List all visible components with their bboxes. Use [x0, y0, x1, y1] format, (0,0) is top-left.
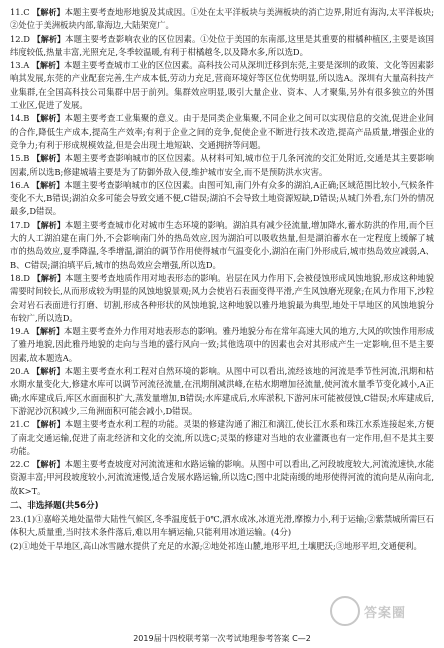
answer-text: (1)①嘉峪关地处温带大陆性气候区,冬季温度低于0℃,洒水成冰,冰道光滑,摩擦力小,利于运输;②紫禁城所需巨石体积大,质量重,当时技术条件落后,难以用车辆运输,只能利用冰道运输。(4分) [10, 513, 434, 538]
question-number: 16.A [10, 179, 30, 190]
answer-text: 本题主要考查坡度对河流流速和水路运输的影响。从图中可以看出,乙河段坡度较大,河流流速快,水能资源丰富;甲河段坡度较小,河流流速慢,适合发展水路运输,所以选C;图中北陡南缓的地形使得河流的流向是从南向北,故K>T。 [10, 459, 435, 496]
question-number: 15.B [10, 153, 30, 164]
analysis-tag: 【解析】 [32, 34, 66, 44]
answer-item [10, 325, 434, 365]
answer-text: 本题主要考查工业集聚的意义。由于是同类企业集聚,不同企业之间可以实现信息的交流,促进企业间的合作,降低生产成本,提高生产效率;有利于企业之间的竞争,促使企业不断进行技术改造,提高产品质量,增强企业的竞争力;有利于形成规模效益,但是会出现土地短缺、交通拥挤等问题。 [10, 113, 435, 150]
analysis-tag: 【解析】 [32, 460, 65, 470]
question-number: 14.B [10, 113, 30, 124]
watermark-circle-icon [330, 596, 360, 626]
answer-item [10, 458, 434, 498]
answer-item [10, 59, 434, 112]
question-number: 23. [10, 513, 24, 524]
section-heading: 二、非选择题(共56分) [10, 500, 99, 511]
analysis-tag: 【解析】 [31, 327, 64, 337]
question-number: 12.D [10, 33, 30, 44]
answer-item [10, 179, 434, 219]
analysis-tag: 【解析】 [32, 8, 65, 17]
answer-text: 本题主要考查城市工业的区位因素。高科技公司从深圳迁移到东莞,主要是深圳的政策、文化等因素影响其发展,东莞的产业配套完善,生产成本低,劳动力充足,营商环境好等区位优势明显,所以选A。深圳有大量高科技产业集群,在全国高科技公司集群中居于前列。集群效应明显,吸引大量企业、资本、人才聚集,另外有很多独立的外围工业区,促进了发展。 [10, 60, 435, 111]
question-number: 21.C [10, 419, 30, 430]
watermark-logo [330, 590, 430, 634]
analysis-tag: 【解析】 [32, 220, 65, 230]
watermark-text: 答案圈 [364, 606, 407, 621]
question-number: 22.C [10, 459, 30, 470]
question-number: 17.D [10, 219, 30, 230]
answer-text: 本题主要考查地形地貌及其成因。①处在太平洋板块与美洲板块的消亡边界,附近有海沟,太平洋板块;②处位于美洲板块内部,靠海边,大陆架宽广。 [10, 7, 435, 31]
analysis-tag: 【解析】 [32, 420, 65, 430]
answer-text: 本题主要考查水利工程对自然环境的影响。从图中可以看出,流经该地的河流是季节性河流,汛期和枯水期水量变化大,修建水库可以调节河流径流量,在汛期削减洪峰,在枯水期增加径流量,使河流水量季节变化减小,A正确;水库建成后,库区水面面积扩大,蒸发量增加,B错误;水库建成后,水库淤积,下游河床可能被侵蚀,C错误;水库建成后,下游泥沙沉积减少,三角洲面积可能会减小,D错误。 [10, 366, 435, 416]
question-number: 13.A [10, 60, 30, 71]
answer-text: 本题主要考查外力作用对地表形态的影响。雅丹地貌分布在常年高速大风的地方,大风的吹蚀作用形成了雅丹地貌,因此雅丹地貌的走向与当地的盛行风向一致;其他选项中的因素也会对其形成产生一定影响,但不是主要因素,故本题选A。 [10, 326, 435, 363]
answer-text: 本题主要考查影响农业的区位因素。①处位于美国的东南部,这里是其重要的柑橘种植区,主要是该国纬度较低,热量丰富,光照充足,冬季较温暖,有利于柑橘越冬,以及降水多,所以选D。 [10, 33, 434, 57]
analysis-tag: 【解析】 [32, 154, 65, 164]
answer-item [10, 6, 434, 33]
answer-item [10, 219, 434, 272]
question-number: 11.C [10, 7, 30, 17]
question-number: 19.A [10, 326, 30, 337]
answer-item [10, 418, 434, 458]
answer-item [10, 33, 434, 60]
answer-text: 本题主要考查影响城市的区位因素。从材料可知,城市位于几条河流的交汇处附近,交通是其主要影响因素,所以选B;修建城墙主要是为了防御外敌入侵,维护城市安全,而不是预防洪水灾害。 [10, 153, 435, 177]
answer-item [10, 272, 434, 325]
analysis-tag: 【解析】 [32, 114, 65, 124]
answer-item [10, 152, 434, 179]
question-number: 18.D [10, 272, 30, 283]
answer-text: (2)①地处干旱地区,高山冰雪融水提供了充足的水源;②地处祁连山麓,地形平坦,土壤肥沃;③地形平坦,交通便利。 [10, 540, 422, 551]
question-number: 20.A [10, 366, 30, 377]
analysis-tag: 【解析】 [32, 367, 65, 377]
page-footer: 2019届十四校联考第一次考试地理参考答案 C—2 [133, 634, 311, 643]
answer-text: 本题主要考查城市化对城市生态环境的影响。湖泊具有减少径流量,增加降水,蓄水防洪的作用,而个巨大的人工湖泊建在南门外,不会影响南门外的热岛效应,因为湖泊可以吸收热量,但是湖泊蓄水在一定程度上缓解了城市的热岛效应,夏季降温,冬季增温,湖泊的调节作用使得城市气温变化小,湖泊在南门外形成后,城市热岛效应减弱,A、B、C错误;湖泊填平后,城市的热岛效应会增强,所以选D。 [10, 219, 435, 270]
answer-item-q23-part1 [10, 513, 434, 540]
answer-item [10, 112, 434, 152]
answer-text: 本题主要考查地质作用对地表形态的影响。岩层在风力作用下,会被侵蚀形成风蚀地貌,形成这种地貌需要时间较长,从而形成较为明显的风蚀地貌景观;风力会使岩石表面变得平滑,产生风蚀磨光现象;在风力作用下,沙粒会对岩石表面进行打磨、切割,形成各种形状的风蚀地貌,这种地貌以雅丹地貌最为典型,地处干旱地区的风蚀地貌分布较广,所以选D。 [10, 272, 434, 323]
analysis-tag: 【解析】 [32, 273, 66, 283]
answer-text: 本题主要考查水利工程的功能。灵渠的修建沟通了湘江和漓江,使长江水系和珠江水系连接起来,方便了南北交通运输,促进了南北经济和文化的交流,所以选C;灵渠的修建对当地的农业灌溉也有一定作用,但不是其主要功能。 [10, 419, 435, 456]
answer-item-q23-part2 [10, 540, 434, 553]
answer-list [10, 6, 434, 498]
analysis-tag: 【解析】 [31, 61, 64, 71]
analysis-tag: 【解析】 [32, 180, 65, 190]
answer-item [10, 365, 434, 418]
answer-text: 本题主要考查影响城市的区位因素。由图可知,南门外有众多的湖泊,A正确;区域范围比较小,气候条件变化不大,B错误;湖泊众多可能会导致交通不便,C错误;湖泊不会导致土地资源短缺,D错误;从城门外看,东门外的情况最多,D错误。 [10, 179, 435, 217]
